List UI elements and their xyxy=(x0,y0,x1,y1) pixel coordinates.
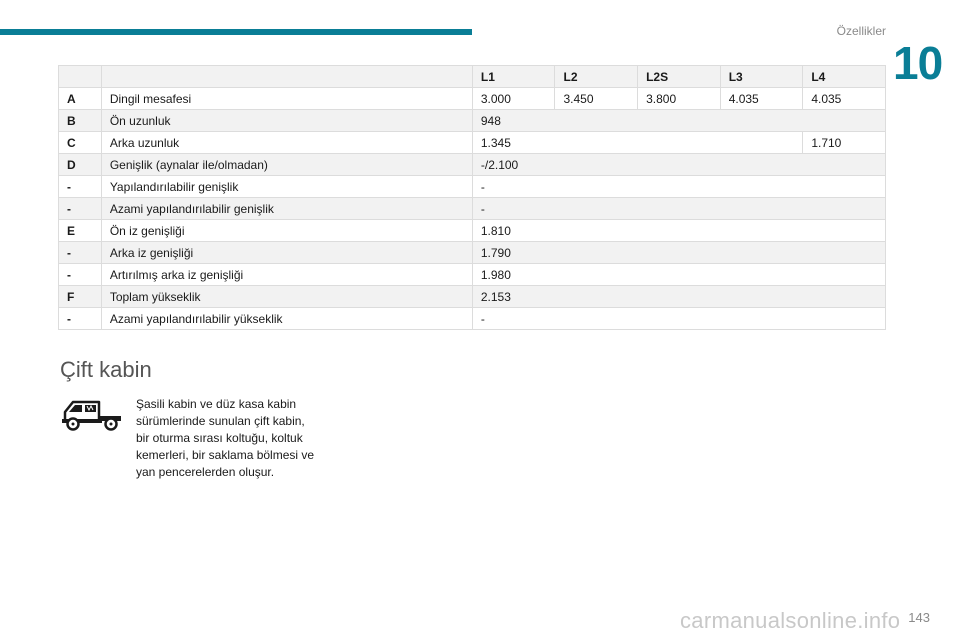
header-accent-bar xyxy=(0,29,472,35)
table-header-l2: L2 xyxy=(555,66,638,88)
row-label: Azami yapılandırılabilir genişlik xyxy=(101,198,472,220)
row-code: E xyxy=(59,220,102,242)
row-label: Arka iz genişliği xyxy=(101,242,472,264)
page-number: 143 xyxy=(908,610,930,625)
row-code: - xyxy=(59,198,102,220)
table-header-cell xyxy=(59,66,102,88)
table-header-row xyxy=(59,66,886,88)
table-row xyxy=(59,198,886,220)
row-label: Artırılmış arka iz genişliği xyxy=(101,264,472,286)
dimensions-table xyxy=(58,65,886,330)
row-value: 3.000 xyxy=(472,88,555,110)
section-title: Çift kabin xyxy=(60,357,152,382)
row-value: 2.153 xyxy=(472,286,885,308)
row-value: 1.345 xyxy=(472,132,802,154)
row-label: Ön uzunluk xyxy=(101,110,472,132)
table-header-l1: L1 xyxy=(472,66,555,88)
row-value: 4.035 xyxy=(720,88,803,110)
row-label: Yapılandırılabilir genişlik xyxy=(101,176,472,198)
table-header-cell xyxy=(101,66,472,88)
table-row xyxy=(59,110,886,132)
header-section-label: Özellikler xyxy=(836,24,886,38)
row-code: A xyxy=(59,88,102,110)
row-value: 948 xyxy=(472,110,885,132)
table-row xyxy=(59,242,886,264)
row-label: Genişlik (aynalar ile/olmadan) xyxy=(101,154,472,176)
row-code: - xyxy=(59,176,102,198)
table-row xyxy=(59,88,886,110)
row-value: 3.450 xyxy=(555,88,638,110)
row-value: - xyxy=(472,308,885,330)
row-label: Ön iz genişliği xyxy=(101,220,472,242)
row-code: C xyxy=(59,132,102,154)
row-label: Toplam yükseklik xyxy=(101,286,472,308)
double-cab-truck-icon xyxy=(59,397,125,436)
table-row xyxy=(59,220,886,242)
row-code: - xyxy=(59,308,102,330)
row-value: 1.710 xyxy=(803,132,886,154)
table-header-l2s: L2S xyxy=(638,66,721,88)
row-code: D xyxy=(59,154,102,176)
table-row xyxy=(59,264,886,286)
row-label: Arka uzunluk xyxy=(101,132,472,154)
table-header-l4: L4 xyxy=(803,66,886,88)
row-value: 3.800 xyxy=(638,88,721,110)
row-value: 1.810 xyxy=(472,220,885,242)
row-code: F xyxy=(59,286,102,308)
row-value: - xyxy=(472,176,885,198)
row-value: - xyxy=(472,198,885,220)
row-value: -/2.100 xyxy=(472,154,885,176)
table-header-l3: L3 xyxy=(720,66,803,88)
row-value: 1.790 xyxy=(472,242,885,264)
row-code: - xyxy=(59,242,102,264)
table-row xyxy=(59,132,886,154)
row-value: 1.980 xyxy=(472,264,885,286)
row-label: Dingil mesafesi xyxy=(101,88,472,110)
row-label: Azami yapılandırılabilir yükseklik xyxy=(101,308,472,330)
row-value: 4.035 xyxy=(803,88,886,110)
table-row xyxy=(59,176,886,198)
table-row xyxy=(59,154,886,176)
row-code: B xyxy=(59,110,102,132)
watermark: carmanualsonline.info xyxy=(680,608,901,633)
row-code: - xyxy=(59,264,102,286)
section-description: Şasili kabin ve düz kasa kabin sürümlerinde sunulan çift kabin, bir oturma sırası koltuğu, koltuk kemerleri, bir saklama bölmesi ve yan pencerelerden oluşur. xyxy=(136,397,315,479)
chapter-number: 10 xyxy=(893,37,943,89)
table-row xyxy=(59,286,886,308)
table-row xyxy=(59,308,886,330)
